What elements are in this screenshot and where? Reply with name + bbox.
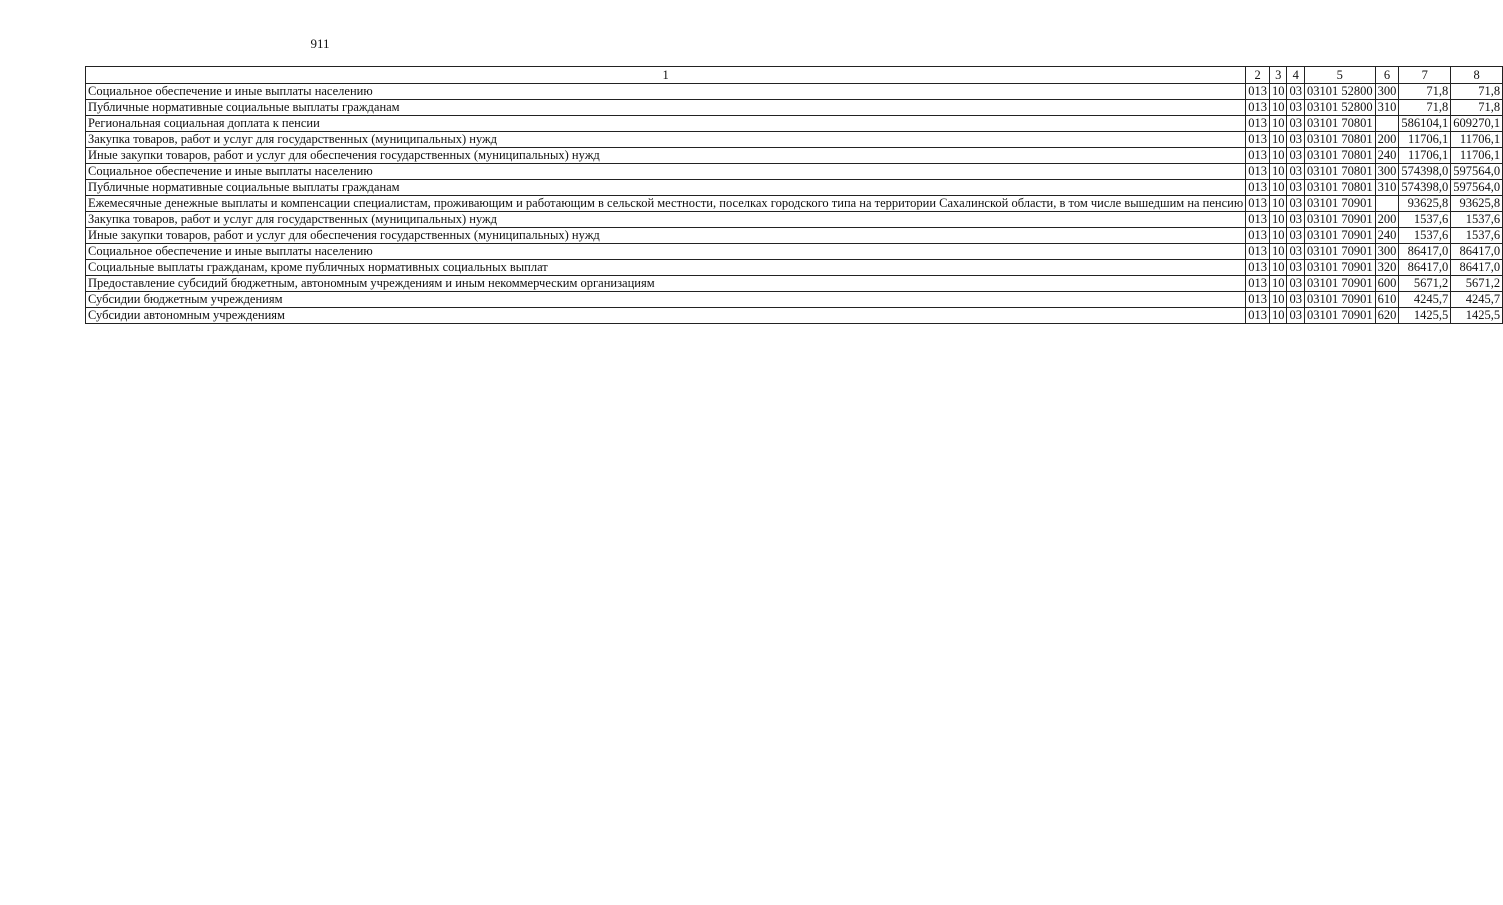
row-amount-cell: 597564,0 <box>1451 180 1503 196</box>
row-amount-cell: 93625,8 <box>1451 196 1503 212</box>
row-amount-cell: 1537,6 <box>1451 228 1503 244</box>
row-name-cell: Субсидии бюджетным учреждениям <box>86 292 1246 308</box>
table-row <box>86 132 1503 148</box>
row-amount-cell: 71,8 <box>1451 100 1503 116</box>
row-type-cell: 310 <box>1375 180 1399 196</box>
row-subsection-cell: 03 <box>1287 212 1305 228</box>
row-target-cell: 03101 70901 <box>1304 308 1375 324</box>
row-section-cell: 10 <box>1269 244 1287 260</box>
row-section-cell: 10 <box>1269 292 1287 308</box>
row-amount-cell: 586104,1 <box>1399 116 1451 132</box>
row-code-cell: 013 <box>1246 196 1270 212</box>
row-section-cell: 10 <box>1269 84 1287 100</box>
row-subsection-cell: 03 <box>1287 228 1305 244</box>
row-subsection-cell: 03 <box>1287 164 1305 180</box>
row-name-cell: Социальное обеспечение и иные выплаты населению <box>86 84 1246 100</box>
row-code-cell: 013 <box>1246 276 1270 292</box>
row-amount-cell: 71,8 <box>1399 100 1451 116</box>
row-name-cell: Публичные нормативные социальные выплаты гражданам <box>86 100 1246 116</box>
row-code-cell: 013 <box>1246 100 1270 116</box>
row-type-cell: 240 <box>1375 228 1399 244</box>
row-amount-cell: 93625,8 <box>1399 196 1451 212</box>
row-target-cell: 03101 70901 <box>1304 244 1375 260</box>
row-name-cell: Иные закупки товаров, работ и услуг для обеспечения государственных (муниципальных) нужд <box>86 148 1246 164</box>
row-target-cell: 03101 70901 <box>1304 228 1375 244</box>
table-row <box>86 292 1503 308</box>
row-code-cell: 013 <box>1246 244 1270 260</box>
row-name-cell: Субсидии автономным учреждениям <box>86 308 1246 324</box>
row-code-cell: 013 <box>1246 84 1270 100</box>
column-header: 2 <box>1246 67 1270 84</box>
column-header: 5 <box>1304 67 1375 84</box>
row-amount-cell: 71,8 <box>1451 84 1503 100</box>
row-target-cell: 03101 70801 <box>1304 148 1375 164</box>
row-type-cell <box>1375 196 1399 212</box>
row-amount-cell: 574398,0 <box>1399 164 1451 180</box>
row-section-cell: 10 <box>1269 260 1287 276</box>
row-section-cell: 10 <box>1269 116 1287 132</box>
table-row <box>86 148 1503 164</box>
row-subsection-cell: 03 <box>1287 260 1305 276</box>
row-amount-cell: 71,8 <box>1399 84 1451 100</box>
row-section-cell: 10 <box>1269 100 1287 116</box>
row-code-cell: 013 <box>1246 308 1270 324</box>
table-row <box>86 100 1503 116</box>
row-amount-cell: 1425,5 <box>1399 308 1451 324</box>
table-row <box>86 308 1503 324</box>
row-amount-cell: 5671,2 <box>1451 276 1503 292</box>
table-row <box>86 244 1503 260</box>
row-section-cell: 10 <box>1269 180 1287 196</box>
row-type-cell: 610 <box>1375 292 1399 308</box>
table-row <box>86 164 1503 180</box>
row-code-cell: 013 <box>1246 180 1270 196</box>
row-target-cell: 03101 70801 <box>1304 116 1375 132</box>
row-section-cell: 10 <box>1269 196 1287 212</box>
row-code-cell: 013 <box>1246 164 1270 180</box>
budget-table <box>85 66 1503 324</box>
row-target-cell: 03101 70801 <box>1304 180 1375 196</box>
row-name-cell: Социальное обеспечение и иные выплаты населению <box>86 164 1246 180</box>
row-target-cell: 03101 70801 <box>1304 164 1375 180</box>
row-amount-cell: 1537,6 <box>1451 212 1503 228</box>
row-type-cell: 300 <box>1375 84 1399 100</box>
row-code-cell: 013 <box>1246 148 1270 164</box>
row-type-cell: 310 <box>1375 100 1399 116</box>
row-name-cell: Публичные нормативные социальные выплаты гражданам <box>86 180 1246 196</box>
row-subsection-cell: 03 <box>1287 276 1305 292</box>
column-header: 4 <box>1287 67 1305 84</box>
row-amount-cell: 11706,1 <box>1451 148 1503 164</box>
row-section-cell: 10 <box>1269 212 1287 228</box>
row-subsection-cell: 03 <box>1287 292 1305 308</box>
row-subsection-cell: 03 <box>1287 116 1305 132</box>
table-row <box>86 196 1503 212</box>
row-code-cell: 013 <box>1246 132 1270 148</box>
table-row <box>86 260 1503 276</box>
row-target-cell: 03101 70901 <box>1304 260 1375 276</box>
row-name-cell: Региональная социальная доплата к пенсии <box>86 116 1246 132</box>
row-target-cell: 03101 70901 <box>1304 212 1375 228</box>
row-amount-cell: 4245,7 <box>1399 292 1451 308</box>
table-row <box>86 276 1503 292</box>
row-section-cell: 10 <box>1269 276 1287 292</box>
row-amount-cell: 86417,0 <box>1399 244 1451 260</box>
row-amount-cell: 86417,0 <box>1451 244 1503 260</box>
row-code-cell: 013 <box>1246 292 1270 308</box>
table-row <box>86 84 1503 100</box>
row-subsection-cell: 03 <box>1287 180 1305 196</box>
row-amount-cell: 5671,2 <box>1399 276 1451 292</box>
row-subsection-cell: 03 <box>1287 148 1305 164</box>
row-type-cell: 600 <box>1375 276 1399 292</box>
row-amount-cell: 86417,0 <box>1451 260 1503 276</box>
page-number: 911 <box>310 36 330 51</box>
row-name-cell: Закупка товаров, работ и услуг для государственных (муниципальных) нужд <box>86 132 1246 148</box>
row-amount-cell: 11706,1 <box>1451 132 1503 148</box>
table-header-row <box>86 67 1503 84</box>
row-target-cell: 03101 70901 <box>1304 276 1375 292</box>
row-amount-cell: 11706,1 <box>1399 148 1451 164</box>
row-name-cell: Закупка товаров, работ и услуг для государственных (муниципальных) нужд <box>86 212 1246 228</box>
row-target-cell: 03101 70901 <box>1304 196 1375 212</box>
row-type-cell: 320 <box>1375 260 1399 276</box>
row-subsection-cell: 03 <box>1287 244 1305 260</box>
row-subsection-cell: 03 <box>1287 84 1305 100</box>
row-code-cell: 013 <box>1246 228 1270 244</box>
row-target-cell: 03101 70901 <box>1304 292 1375 308</box>
row-amount-cell: 609270,1 <box>1451 116 1503 132</box>
row-target-cell: 03101 52800 <box>1304 100 1375 116</box>
row-amount-cell: 1537,6 <box>1399 212 1451 228</box>
row-target-cell: 03101 70801 <box>1304 132 1375 148</box>
row-subsection-cell: 03 <box>1287 100 1305 116</box>
row-type-cell: 620 <box>1375 308 1399 324</box>
row-amount-cell: 86417,0 <box>1399 260 1451 276</box>
row-subsection-cell: 03 <box>1287 196 1305 212</box>
row-subsection-cell: 03 <box>1287 308 1305 324</box>
row-amount-cell: 574398,0 <box>1399 180 1451 196</box>
table-row <box>86 180 1503 196</box>
row-type-cell: 240 <box>1375 148 1399 164</box>
column-header: 8 <box>1451 67 1503 84</box>
row-type-cell: 200 <box>1375 212 1399 228</box>
row-amount-cell: 11706,1 <box>1399 132 1451 148</box>
row-amount-cell: 597564,0 <box>1451 164 1503 180</box>
column-header: 7 <box>1399 67 1451 84</box>
row-amount-cell: 1537,6 <box>1399 228 1451 244</box>
row-amount-cell: 4245,7 <box>1451 292 1503 308</box>
row-type-cell: 300 <box>1375 244 1399 260</box>
row-section-cell: 10 <box>1269 228 1287 244</box>
row-name-cell: Ежемесячные денежные выплаты и компенсации специалистам, проживающим и работающим в сельской местности, поселках городского типа на территории Сахалинской области, в том числе вышедшим на пенсию <box>86 196 1246 212</box>
column-header: 1 <box>86 67 1246 84</box>
row-amount-cell: 1425,5 <box>1451 308 1503 324</box>
table-row <box>86 116 1503 132</box>
row-type-cell: 200 <box>1375 132 1399 148</box>
row-name-cell: Предоставление субсидий бюджетным, автономным учреждениям и иным некоммерческим организациям <box>86 276 1246 292</box>
row-name-cell: Социальные выплаты гражданам, кроме публичных нормативных социальных выплат <box>86 260 1246 276</box>
row-name-cell: Социальное обеспечение и иные выплаты населению <box>86 244 1246 260</box>
row-target-cell: 03101 52800 <box>1304 84 1375 100</box>
row-code-cell: 013 <box>1246 116 1270 132</box>
table-body <box>86 84 1503 324</box>
row-section-cell: 10 <box>1269 132 1287 148</box>
row-name-cell: Иные закупки товаров, работ и услуг для обеспечения государственных (муниципальных) нужд <box>86 228 1246 244</box>
column-header: 6 <box>1375 67 1399 84</box>
row-code-cell: 013 <box>1246 260 1270 276</box>
row-type-cell <box>1375 116 1399 132</box>
row-section-cell: 10 <box>1269 164 1287 180</box>
row-code-cell: 013 <box>1246 212 1270 228</box>
row-subsection-cell: 03 <box>1287 132 1305 148</box>
row-section-cell: 10 <box>1269 308 1287 324</box>
row-type-cell: 300 <box>1375 164 1399 180</box>
row-section-cell: 10 <box>1269 148 1287 164</box>
table-row <box>86 212 1503 228</box>
column-header: 3 <box>1269 67 1287 84</box>
table-row <box>86 228 1503 244</box>
